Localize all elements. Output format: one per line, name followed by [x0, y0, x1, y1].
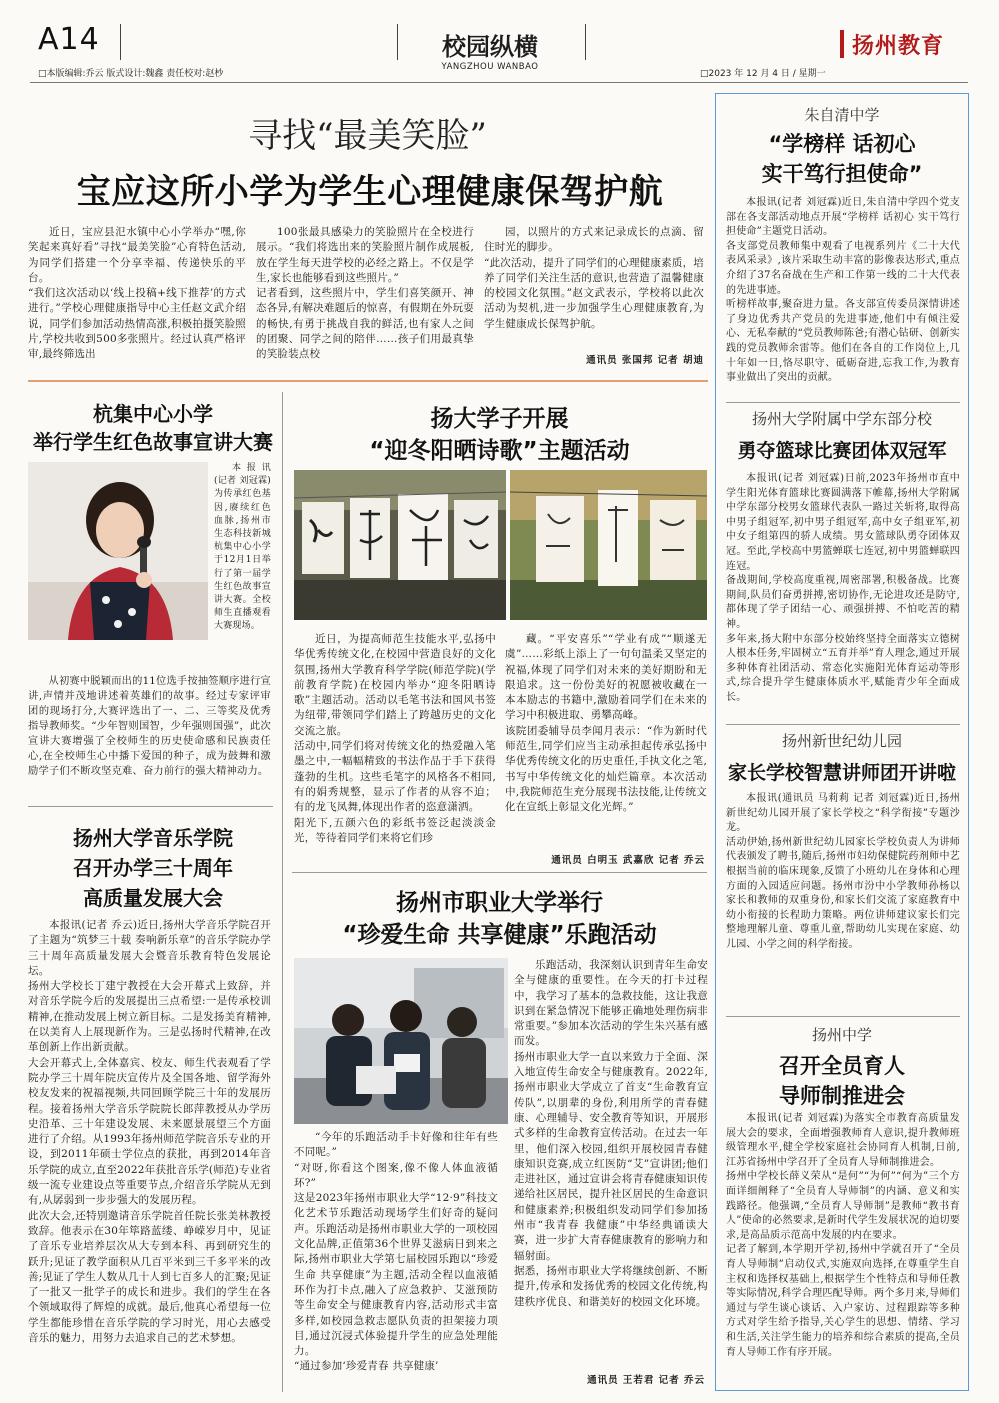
header-divider-mid1 [397, 24, 398, 60]
sidebar-s1-title-1: “学榜样 话初心 [768, 132, 916, 156]
section-title: 校园纵横 [442, 33, 538, 61]
sidebar-s2-sub: 扬州大学附属中学东部分校 [751, 410, 932, 428]
lead-kicker: 寻找“最美笑脸” [248, 116, 487, 156]
col-divider-left [282, 392, 283, 1392]
lead-col3: 园，以照片的方式来记录成长的点滴、留住时光的脚步。 “此次活动，提升了同学们的心理健康素质，培养了同学们关注生活的意识,也营造了温馨健康的校园文化氛围。”赵文武表示，学校将以此次活动为契机,进一步加强学生心理健康教育,为学生健康成长保驾护航。 [484, 226, 704, 330]
run-col2: 乐跑活动，我深刻认识到青年生命安全与健康的重要性。在今天的打卡过程中，我学习了基本的急救技能，这让我意识到在紧急情况下能够正确地处理伤病非常重要。”参加本次活动的学生朱兴基有感而发。 扬州市职业大学一直以来致力于全面、深入地宣传生命安全与健康教育。2022年,扬州市职业大学成立了首支“生命教育宣传队”,以朋辈的身份,利用所学的青春健康、心理辅导、安全教育等知识，开展形式多样的生命教育宣传活动。在过去一年里，他们深入校园,组织开展校园青春健康知识竞赛,成立红医防“艾”宣讲团;他们走进社区，通过宣讲会将青春健康知识传递给社区居民，提升社区居民的生命意识和健康素养;积极组织发动同学们参加扬州市“我青春 我健康”中华经典诵读大赛，进一步扩大青春健康教育的影响力和辐射面。 据悉，扬州市职业大学将继续创新、不断提升,传承和发扬优秀的校园文化传统,构建秩序优良、和谐美好的校园文化环境。 [514, 959, 708, 1308]
poem-col2: 藏。“平安喜乐”“学业有成”“顺遂无虞”……彩纸上添上了一句句温柔又坚定的祝福,体现了同学们对未来的美好期盼和无限追求。这一份份美好的祝愿被收藏在一本本励志的书籍中,激励着同学们在未来的学习中积极进取、勇攀高峰。 该院团委辅导员李闻月表示：“作为新时代师范生,同学们应当主动承担起传承弘扬中华优秀传统文化的历史重任,手执文化之笔,书写中华传统文化的灿烂篇章。本次活动中,我院师范生充分展现书法技能,让传统文化在宣纸上彰显文化光辉。” [505, 633, 707, 814]
editors-line: □本版编辑:乔云 版式设计:魏鑫 责任校对:赵杪 [38, 69, 224, 79]
music-title-3: 高质量发展大会 [83, 886, 223, 910]
hangji-photo [28, 462, 208, 640]
poem-title-2: “迎冬阳晒诗歌”主题活动 [369, 438, 630, 464]
sidebar-s2-title: 勇夺篮球比赛团体双冠军 [737, 440, 947, 462]
page-number: A14 [38, 22, 100, 57]
sidebar-s3-body: 本报讯(通讯员 马莉莉 记者 刘冠霖)近日,扬州新世纪幼儿园开展了家长学校之“科学衔接”专题沙龙。 活动伊始,扬州新世纪幼儿园家长学校负责人为讲师代表颁发了聘书,随后,扬州市妇幼保健院药剂师中艺根据当前的临床现象,反馈了小班幼儿在身体和心理方面的入园适应问题。扬州市汾中小学教师孙杨以家长和教师的双重身份,和家长们交流了家庭教育中幼小衔接的长程助力策略。两位讲师建议家长们完整地理解儿童、尊重儿童,帮助幼儿实现在家庭、幼儿园、小学之间的科学衔接。 [726, 793, 960, 950]
lead-headline: 宝应这所小学为学生心理健康保驾护航 [76, 172, 664, 212]
sidebar-s3-title: 家长学校智慧讲师团开讲啦 [727, 762, 956, 784]
run-byline: 通讯员 王若君 记者 乔云 [587, 1375, 705, 1386]
sidebar-s1-sub: 朱自清中学 [804, 106, 880, 124]
poem-byline: 通讯员 白明玉 武嘉欣 记者 乔云 [551, 855, 705, 866]
header-date: □2023 年 12 月 4 日 / 星期一 [700, 69, 826, 79]
sidebar-s4-body: 本报讯(记者 刘冠霖)为落实全市教育高质量发展大会的要求，全面增强教师育人意识,提升教师班级管理水平,健全学校家庭社会协同育人机制,日前,江苏省扬州中学召开了全员育人导师制推进会。 扬州中学校长薛义荣从“是何”“为何”“何为”三个方面详细阐释了“全员育人导师制”的内涵、意义和实践路径。他强调,“全员育人导师制”是教师“教书育人”使命的必然要求,是新时代学生发展状况的迫切要求,是高品质示范高中发展的内在要求。 记者了解到,本学期开学初,扬州中学就召开了“全员育人导师制”启动仪式,实施双向选择,在尊重学生自主权和选择权基础上,根据学生个性特点和导师任教等实际情况,科学合理匹配导师。两个多月来,导师们通过与学生谈心谈话、入户家访、过程跟踪等多种方式对学生给予指导,关心学生的思想、情绪、学习和生活,关注学生能力的培养和综合素质的提高,全员育人导师工作有序开展。 [726, 1113, 960, 1358]
header-divider-left [120, 24, 121, 60]
poem-rule [292, 872, 707, 873]
lead-byline: 通讯员 张国邦 记者 胡迪 [586, 355, 704, 366]
header-divider-mid2 [585, 24, 586, 60]
calligraphy-display-photo [294, 470, 506, 620]
header-rule [30, 82, 968, 83]
logo-text: 扬州教育 [852, 32, 945, 59]
hangji-rule [28, 806, 273, 807]
column-logo [840, 28, 944, 60]
lead-col2: 100张最具感染力的笑脸照片在全校进行展示。“我们将选出来的笑脸照片制作成展板,放在学生每天进学校的必经之路上。不仅是学生,家长也能够看到这些照片。” 记者看到，这些照片中，学生们喜笑颜开、神态各异,有解决难题后的惊喜，有假期在外玩耍的畅快,有勇于挑战自我的鲜活,也有家人之间的团聚、同学之间的陪伴……孩子们用最真挚的笑脸装点校 [256, 226, 474, 361]
poem-col1: 近日，为提高师范生技能水平,弘扬中华优秀传统文化,在校园中营造良好的文化氛围,扬州大学教育科学学院(师范学院)(学前教育学院)在校园内举办“迎冬阳晒诗歌”主题活动。活动以毛笔书法和国风书签为纽带,带领同学们踏上了跨越历史的文化交流之旅。 活动中,同学们将对传统文化的热爱融入笔墨之中,一幅幅精致的书法作品于手下获得蓬勃的生机。这些毛笔字的风格各不相同,有的娟秀规整，显示了作者的从容不迫；有的龙飞凤舞,体现出作者的恣意潇洒。 阳光下,五颜六色的彩纸书签泛起淡淡金光，等待着同学们来将它们珍 [294, 633, 496, 844]
sidebar-s1-title-2: 实干笃行担使命” [761, 162, 923, 186]
music-body: 本报讯(记者 乔云)近日,扬州大学音乐学院召开了主题为“筑梦三十载 奏响新乐章”的音乐学院办学三十周年高质量发展大会暨音乐教育特色发展论坛。 扬州大学校长丁建宁教授在大会开幕式上致辞，并对音乐学院今后的发展提出三点希望:一是传承校训精神,在推动发展上树立新目标。二是发扬美育精神,在以美育人上展现新作为。三是弘扬时代精神,在改革创新上作出新贡献。 大会开幕式上,全体嘉宾、校友、师生代表观看了学院办学三十周年院庆宣传片及全国各地、留学海外校友发来的祝福视频,共同回顾学院三十年的发展历程。接着扬州大学音乐学院院长郎萍教授从办学历史沿革、三十年建设发展、未来愿景展望三个方面进行了介绍。从1993年扬州师范学院音乐专业的开设，到2011年硕士学位点的获批，再到2014年音乐学院的成立,直至2022年获批音乐学(师范)专业省级一流专业建设点等重要节点,介绍音乐学院从无到有,从孱弱到一步步强大的发展历程。 此次大会,还特别邀请音乐学院首任院长张美林教授致辞。他表示在30年筚路蓝缕、峥嵘岁月中，见证了音乐专业培养层次从大专到本科、再到研究生的跃升;见证了教学面积从几百平米到三千多平米的改善;见证了学生人数从几十人到七百多人的汇聚;见证了一批又一批学子的成长和进步。我们的学生在各个领域取得了辉煌的成就。最后,他真心希望每一位学生都能珍惜在音乐学院的学习时光，用心去感受音乐的魅力，用努力去追求自己的艺术梦想。 [28, 919, 271, 1345]
paper-bookmarks-photo [510, 470, 707, 620]
run-col1: “今年的乐跑活动手卡好像和往年有些不同呢。” “对呀,你看这个图案,像不像人体血液循环?” 这是2023年扬州市职业大学“12·9”科技文化艺术节乐跑活动现场学生们好奇的疑问声。乐跑活动是扬州市职业大学的一项校园文化品牌,正值第36个世界艾滋病日到来之际,扬州市职业大学第七届校园乐跑以“珍爱生命 共享健康”为主题,活动全程以血液循环作为打卡点,融入了应急救护、艾滋预防等生命安全与健康教育内容,活动形式丰富多样,如校园急救志愿队负责的担架接力项目,通过沉浸式体验提升学生的应急处理能力。 “通过参加‘珍爱青春 共享健康’ [294, 1131, 498, 1373]
sidebar-s4-sub: 扬州中学 [811, 1026, 872, 1044]
sidebar-s4-title-1: 召开全员育人 [779, 1054, 905, 1078]
poem-photo-left [294, 470, 506, 620]
logo-bar [840, 30, 844, 58]
girl-speaking-photo [28, 462, 208, 640]
sidebar-rule-2 [726, 724, 960, 725]
poem-title-1: 扬大学子开展 [430, 406, 569, 432]
hangji-intro: 本报讯(记者 刘冠霖)为传承红色基因,赓续红色血脉,扬州市生态科技新城杭集中心小学于12月1日举行了第一届学生红色故事宣讲大赛。全校师生直播观看大赛现场。 [214, 463, 271, 632]
sidebar-s1-body: 本报讯(记者 刘冠霖)近日,朱自清中学四个党支部在各支部活动地点开展“学榜样 话初心 实干笃行担使命”主题党日活动。 各支部党员教师集中观看了电视系列片《二十大代表风采录》,该片采取生动丰富的影像表达形式,重点介绍了37名奋战在生产和工作第一线的二十大代表的先进事迹。 听榜样故事,聚奋进力量。各支部宣传委员深情讲述了身边优秀共产党员的先进事迹,他们中有倾注爱心、无私奉献的“党员教师陈爸;有潜心钻研、创新实践的党员教师余雷等。他们在各自的工作岗位上,几十年如一日,恪尽职守、砥砺奋进,忘我工作,为教育事业做出了突出的贡献。 [726, 197, 960, 384]
sidebar-s2-body: 本报讯(记者 刘冠霖)日前,2023年扬州市直中学生阳光体育篮球比赛圆满落下帷幕,扬州大学附属中学东部分校男女篮球代表队一路过关斩将,取得高中男子组冠军,初中男子组冠军,高中女子组亚军,初中女子组第四的骄人成绩。男女篮球队勇夺团体双冠。至此,学校高中男篮蝉联七连冠,初中男篮蝉联四连冠。 备战期间,学校高度重视,周密部署,积极备战。比赛期间,队员们奋勇拼搏,密切协作,无论进攻还是防守,都体现了学子团结一心、顽强拼搏、不怕吃苦的精神。 多年来,扬大附中东部分校始终坚持全面落实立德树人根本任务,牢固树立“五育并举”育人理念,通过开展多种体育社团活动、常态化实施阳光体育运动等形式,综合提升学生健康体质水平,赋能青少年全面成长。 [726, 473, 960, 703]
sidebar-s4-title-2: 导师制推进会 [779, 1084, 905, 1108]
lead-col1: 近日，宝应县氾水镇中心小学举办“嘿,你笑起来真好看”寻找“最美笑脸”心育特色活动,为同学们搭建一个分享幸福、传递快乐的平台。 “我们这次活动以‘线上投稿+线下推荐’的方式进行。”学校心理健康指导中心主任赵文武介绍说，同学们参加活动热情高涨,积极拍摄笑脸照片,学校共收到500多张照片。经过认真严格评审,最终筛选出 [28, 226, 246, 361]
music-title-2: 召开办学三十周年 [73, 856, 233, 880]
lead-rule [28, 380, 708, 382]
poem-photo-right [510, 470, 707, 620]
music-title-1: 扬州大学音乐学院 [73, 826, 233, 850]
students-at-run-photo [294, 958, 508, 1124]
hangji-title-2: 举行学生红色故事宣讲大赛 [33, 430, 273, 454]
sidebar-rule-1 [726, 402, 960, 403]
paper-name: YANGZHOU WANBAO [441, 62, 539, 72]
sidebar-rule-3 [726, 1016, 960, 1017]
run-title-1: 扬州市职业大学举行 [396, 890, 603, 916]
hangji-title-1: 杭集中心小学 [93, 402, 213, 426]
hangji-body: 从初赛中脱颖而出的11位选手按抽签顺序进行宣讲,声情并茂地讲述着英雄们的故事。经过专家评审团的现场打分,大赛评选出了一、二、三等奖及优秀指导教师奖。“少年智则国智，少年强则国强”，此次宣讲大赛增强了全校师生的历史使命感和民族责任心,在全校师生心中播下爱国的种子，成为鼓舞和激励学子们不断攻坚克难、奋力前行的强大精神动力。 [28, 675, 271, 777]
sidebar-s3-sub: 扬州新世纪幼儿园 [781, 732, 902, 750]
run-photo [294, 958, 508, 1124]
run-title-2: “珍爱生命 共享健康”乐跑活动 [342, 922, 657, 948]
